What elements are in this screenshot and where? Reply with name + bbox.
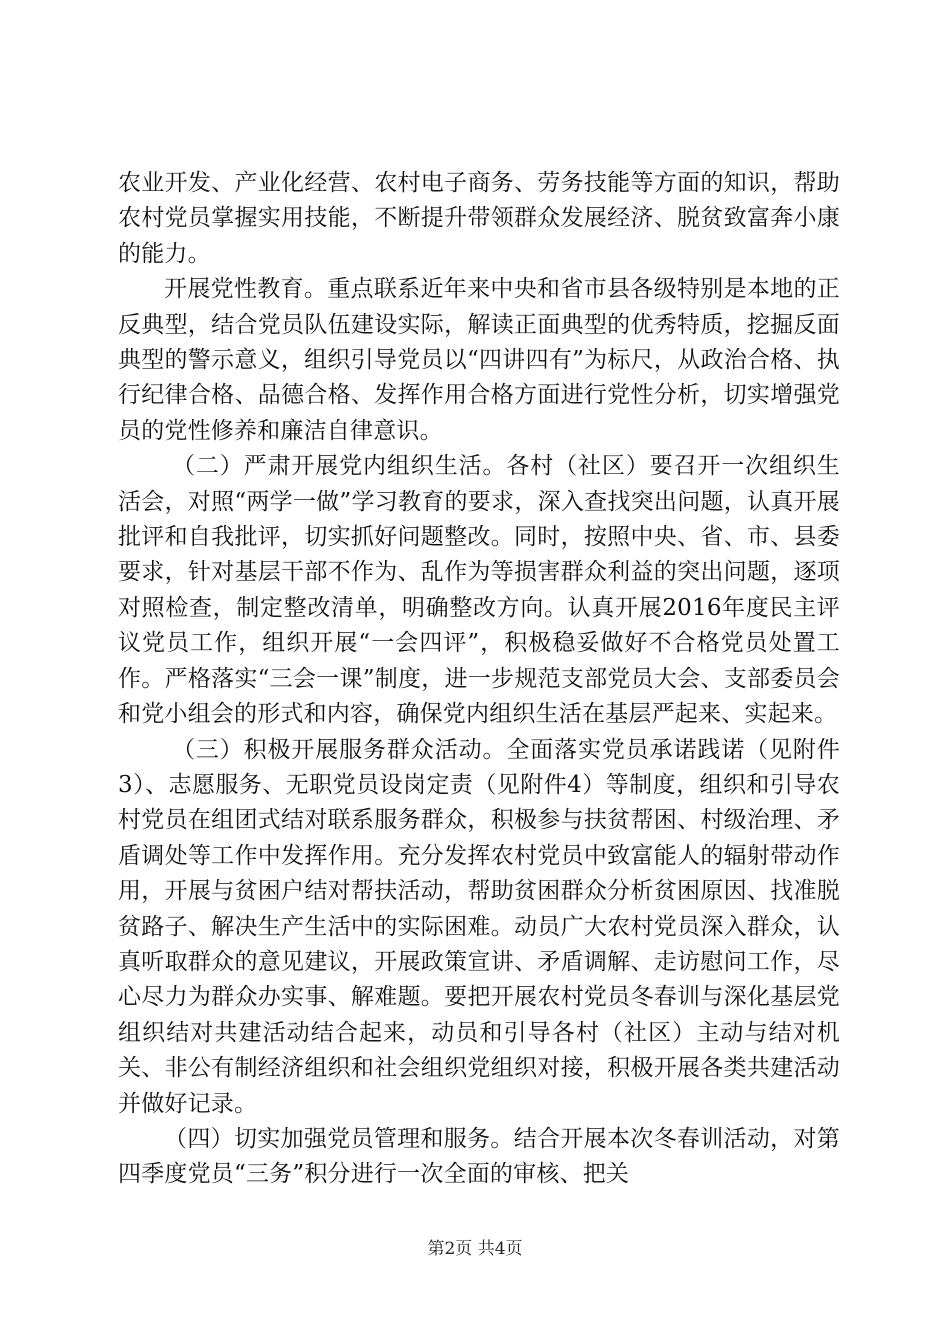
paragraph-section-3: （三）积极开展服务群众活动。全面落实党员承诺践诺（见附件3）、志愿服务、无职党员设岗定责（见附件4）等制度，组织和引导农村党员在组团式结对联系服务群众，积极参与扶贫帮困、村级治理、矛盾调处等工作中发挥作用。充分发挥农村党员中致富能人的辐射带动作用，开展与贫困户结对帮扶活动，帮助贫困群众分析贫困原因、找准脱贫路子、解决生产生活中的实际困难。动员广大农村党员深入群众，认真听取群众的意见建议，开展政策宣讲、矛盾调解、走访慰问工作，尽心尽力为群众办实事、解难题。要把开展农村党员冬春训与深化基层党组织结对共建活动结合起来，动员和引导各村（社区）主动与结对机关、非公有制经济组织和社会组织党组织对接，积极开展各类共建活动并做好记录。 xyxy=(118,736,840,1117)
page-number-footer: 第2页 共4页 xyxy=(427,1239,523,1259)
paragraph-section-4: （四）切实加强党员管理和服务。结合开展本次冬春训活动，对第四季度党员“三务”积分进行一次全面的审核、把关 xyxy=(118,1125,840,1188)
paragraph-continuation: 农业开发、产业化经营、农村电子商务、劳务技能等方面的知识，帮助农村党员掌握实用技能，不断提升带领群众发展经济、脱贫致富奔小康的能力。 xyxy=(118,170,840,267)
paragraph-section-2: （二）严肃开展党内组织生活。各村（社区）要召开一次组织生活会，对照“两学一做”学习教育的要求，深入查找突出问题，认真开展批评和自我批评，切实抓好问题整改。同时，按照中央、省、市、县委要求，针对基层干部不作为、乱作为等损害群众利益的突出问题，逐项对照检查，制定整改清单，明确整改方向。认真开展2016年度民主评议党员工作，组织开展“一会四评”，积极稳妥做好不合格党员处置工作。严格落实“三会一课”制度，进一步规范支部党员大会、支部委员会和党小组会的形式和内容，确保党内组织生活在基层严起来、实起来。 xyxy=(118,453,840,728)
document-body xyxy=(118,166,840,1193)
paragraph-party-spirit-education: 开展党性教育。重点联系近年来中央和省市县各级特别是本地的正反典型，结合党员队伍建设实际，解读正面典型的优秀特质，挖掘反面典型的警示意义，组织引导党员以“四讲四有”为标尺，从政治合格、执行纪律合格、品德合格、发挥作用合格方面进行党性分析，切实增强党员的党性修养和廉洁自律意识。 xyxy=(118,276,840,444)
